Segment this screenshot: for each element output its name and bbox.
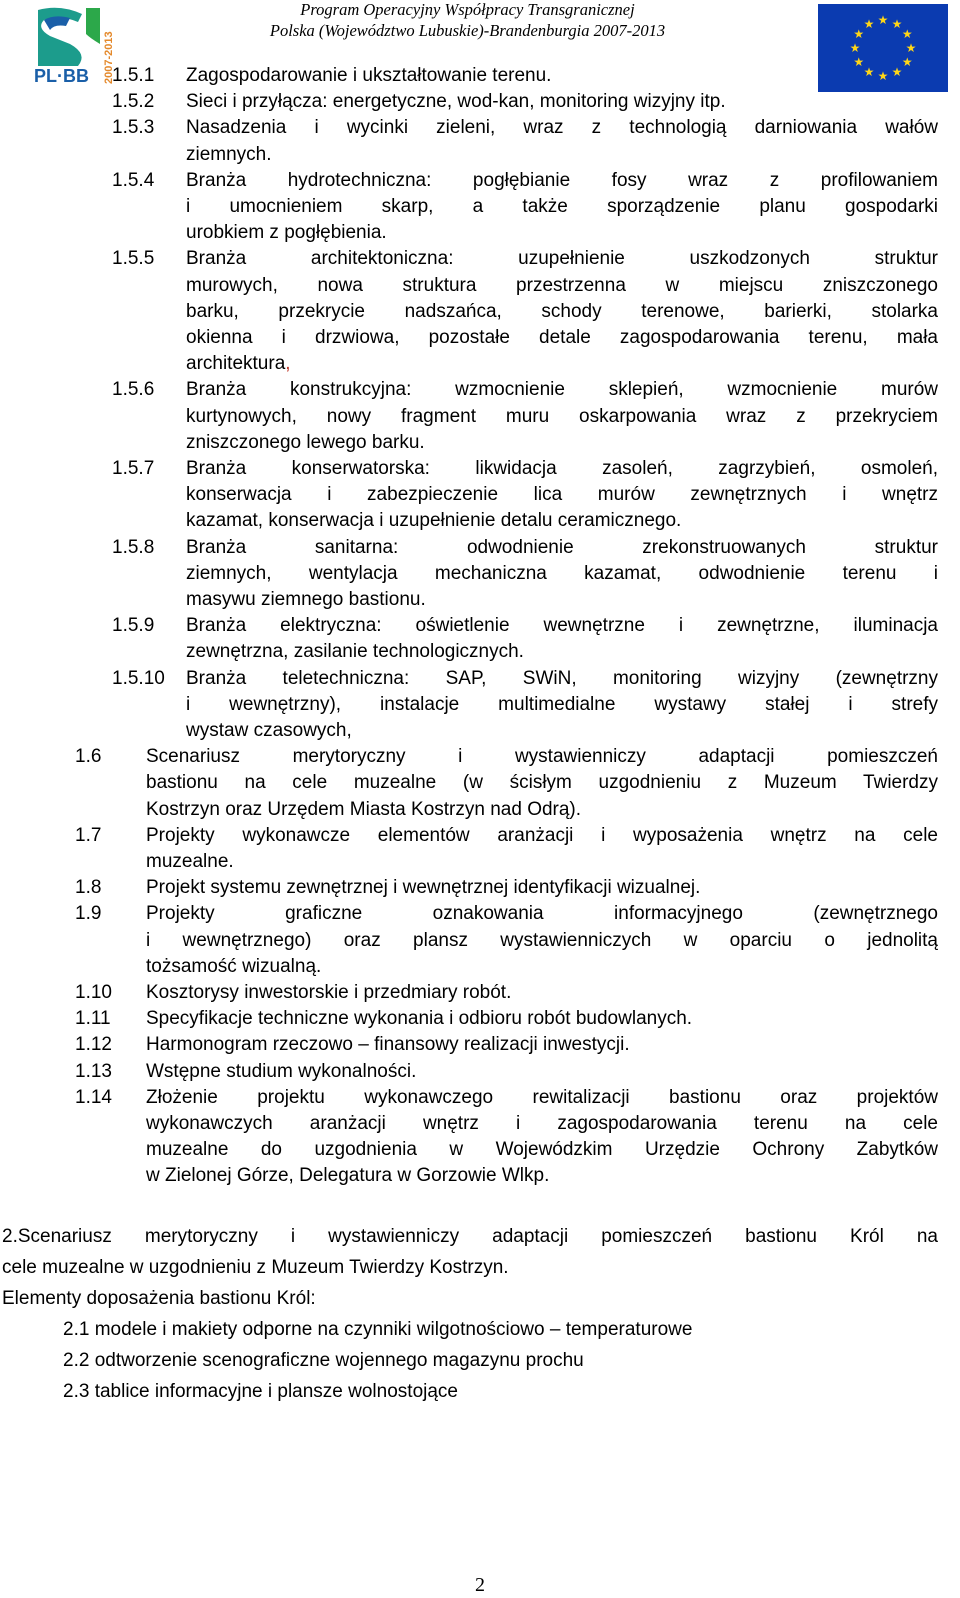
header-program-title [235,0,700,41]
text-line: i wewnętrznego) oraz plansz wystawienniczych w oparciu o jednolitą [146,929,938,951]
eu-star-icon: ★ [849,41,861,55]
list-item-number: 1.5.3 [112,117,155,139]
list-item [112,377,938,456]
eu-star-icon: ★ [891,16,903,31]
header-line-1: Program Operacyjny Współpracy Transgranicznej [300,0,635,19]
text-line [186,351,938,377]
trailing-mark: , [285,353,291,375]
list-item-number: 1.12 [75,1034,112,1056]
list-item-text [146,980,938,1006]
list-item-text [186,115,938,167]
list-item-number: 1.8 [75,877,102,899]
list-item-number: 1.5.2 [112,91,155,113]
eu-star-icon: ★ [853,27,865,41]
list-item-number: 1.5.5 [112,248,155,270]
list-item-text [146,901,938,980]
text-line: Harmonogram rzeczowo – finansowy realizacji inwestycji. [146,1034,630,1056]
text-line: Scenariusz merytoryczny i wystawienniczy adaptacji pomieszczeń [146,746,938,768]
eu-star-icon: ★ [891,65,903,80]
text-line: murowych, nowa struktura przestrzenna w miejscu zniszczonego [186,274,938,296]
list-item-text [186,89,938,115]
text-line: urobkiem z pogłębienia. [186,222,387,244]
list-item-text [146,875,938,901]
logo-years: 2007-2013 [103,31,115,84]
list-item-text [146,1032,938,1058]
text-line: i wewnętrzny), instalacje multimedialne wystawy stałej i strefy [186,693,938,715]
text-line: okienna i drzwiowa, pozostałe detale zagospodarowania terenu, mała [186,326,938,348]
list-item [112,666,938,745]
text-line: Wstępne studium wykonalności. [146,1060,417,1082]
list-item-text [186,456,938,535]
text-line: tożsamość wizualną. [146,955,322,977]
text-line: Branża konstrukcyjna: wzmocnienie sklepień, wzmocnienie murów [186,379,938,401]
list-item-number: 1.5.8 [112,536,155,558]
text-line: muzealne do uzgodnienia w Wojewódzkim Urzędzie Ochrony Zabytków [146,1139,938,1161]
text-line: w Zielonej Górze, Delegatura w Gorzowie Wlkp. [146,1165,550,1187]
section-2-subheading: Elementy doposażenia bastionu Król: [2,1288,316,1309]
text-line: wystaw czasowych, [186,719,352,741]
list-item [112,168,938,247]
list-item [112,89,938,115]
text-line: Kosztorysy inwestorskie i przedmiary robót. [146,982,512,1003]
list-item [75,823,938,875]
text-line: barku, przekrycie nadszańca, schody terenowe, barierki, stolarka [186,300,938,322]
text-line: Projekty wykonawcze elementów aranżacji i wyposażenia wnętrz na cele [146,824,938,846]
list-item [75,1032,938,1058]
list-item-text [186,246,938,377]
text-line: Kostrzyn oraz Urzędem Miasta Kostrzyn nad Odrą). [146,798,582,820]
text-line: Branża hydrotechniczna: pogłębianie fosy wraz z profilowaniem [186,169,938,191]
text-line: Złożenie projektu wykonawczego rewitalizacji bastionu oraz projektów [146,1086,938,1108]
list-item-number: 1.9 [75,903,102,925]
text-line: Branża konserwatorska: likwidacja zasoleń, zagrzybień, osmoleń, [186,458,938,479]
text-line: ziemnych, wentylacja mechaniczna kazamat, odwodnienie terenu i [186,562,938,584]
list-item-number: 1.11 [75,1008,111,1030]
list-item-text [186,63,938,89]
text-line: bastionu na cele muzealne (w ścisłym uzgodnieniu z Muzeum Twierdzy [146,772,938,794]
section-2-heading: 2.Scenariusz merytoryczny i wystawienniczy adaptacji pomieszczeń bastionu Król na [2,1226,938,1247]
list-item-text [146,1006,938,1032]
list-item-number: 1.5.9 [112,615,155,637]
list-item [75,980,938,1006]
eu-star-icon: ★ [901,27,913,41]
text-line: muzealne. [146,850,234,872]
section-2-list-item: 2.2 odtworzenie scenograficzne wojennego magazynu prochu [63,1350,584,1371]
list-item-text [146,1059,938,1085]
eu-star-icon: ★ [877,13,889,27]
list-item-text [146,744,938,823]
list-item [112,535,938,614]
eu-star-icon: ★ [901,55,913,69]
text-line: Projekty graficzne oznakowania informacyjnego (zewnętrznego [146,903,938,925]
list-item-number: 1.5.1 [112,65,155,86]
eu-star-icon: ★ [877,69,889,83]
eu-star-icon: ★ [863,65,875,80]
list-item-number: 1.13 [75,1060,112,1082]
list-item-number: 1.5.10 [112,667,165,689]
list-item [75,744,938,823]
list-item-number: 1.10 [75,982,112,1003]
list-item-text [186,377,938,456]
text-line: Nasadzenia i wycinki zieleni, wraz z technologią darniowania wałów [186,117,938,139]
list-item [75,1059,938,1085]
text-line: Branża architektoniczna: uzupełnienie uszkodzonych struktur [186,248,938,270]
text-line: Sieci i przyłącza: energetyczne, wod-kan, monitoring wizyjny itp. [186,91,726,113]
text-line: Branża teletechniczna: SAP, SWiN, monitoring wizyjny (zewnętrzny [186,667,938,689]
list-item-number: 1.7 [75,824,102,846]
list-item [112,613,938,665]
list-item [75,1006,938,1032]
list-item-text [186,535,938,614]
text-line: zewnętrzna, zasilanie technologicznych. [186,641,524,663]
list-item-text [186,666,938,745]
header-line-2: Polska (Województwo Lubuskie)-Brandenburgia 2007-2013 [269,21,666,40]
text-line: Projekt systemu zewnętrznej i wewnętrznej identyfikacji wizualnej. [146,877,701,899]
text-line: i umocnieniem skarp, a także sporządzenie planu gospodarki [186,195,938,217]
list-item [75,1085,938,1190]
list-item-number: 1.5.6 [112,379,155,401]
list-item-number: 1.14 [75,1086,112,1108]
list-item [75,875,938,901]
text-line: kazamat, konserwacja i uzupełnienie detalu ceramicznego. [186,510,682,532]
list-item-text [146,823,938,875]
list-item [112,456,938,535]
page-number: 2 [475,1574,485,1596]
list-item-number: 1.5.4 [112,169,155,191]
text-line: konserwacja i zabezpieczenie lica murów zewnętrznych i wnętrz [186,484,938,506]
list-item [112,246,938,377]
text-line: Specyfikacje techniczne wykonania i odbioru robót budowlanych. [146,1008,693,1030]
section-2-list-item: 2.1 modele i makiety odporne na czynniki wilgotnościowo – temperaturowe [63,1319,693,1340]
text-line: Zagospodarowanie i ukształtowanie terenu. [186,65,552,86]
text-line: zniszczonego lewego barku. [186,431,425,453]
list-item [112,63,938,89]
text-line: masywu ziemnego bastionu. [186,588,426,610]
list-item [75,901,938,980]
section-2-list-item: 2.3 tablice informacyjne i plansze wolnostojące [63,1381,458,1402]
text-line: Branża elektryczna: oświetlenie wewnętrzne i zewnętrzne, iluminacja [186,615,938,637]
text-line-content: architektura [186,353,286,375]
list-item [112,115,938,167]
list-item-number: 1.5.7 [112,458,155,479]
text-line: wykonawczych aranżacji wnętrz i zagospodarowania terenu na cele [146,1112,938,1134]
eu-star-icon: ★ [905,41,917,55]
section-2-heading-cont: cele muzealne w uzgodnieniu z Muzeum Twierdzy Kostrzyn. [2,1257,509,1278]
text-line: Branża sanitarna: odwodnienie zrekonstruowanych struktur [186,536,938,558]
logo-text: PL·BB [34,66,89,86]
eu-star-icon: ★ [863,16,875,31]
list-item-text [146,1085,938,1190]
list-item-number: 1.6 [75,746,102,768]
list-item-text [186,168,938,247]
text-line: kurtynowych, nowy fragment muru oskarpowania wraz z przekryciem [186,405,938,427]
eu-star-icon: ★ [853,55,865,69]
text-line: ziemnych. [186,143,272,165]
list-item-text [186,613,938,665]
